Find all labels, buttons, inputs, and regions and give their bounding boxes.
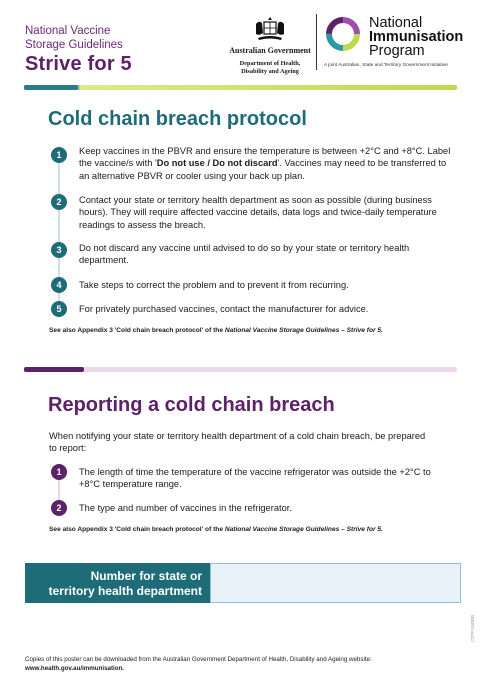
report-text-1: The length of time the temperature of the vaccine refrigerator was outside the +2°C to +8°C temperature range. xyxy=(79,467,431,490)
report-number-2: 2 xyxy=(51,500,67,516)
see-also-note-2: See also Appendix 3 'Cold chain breach protocol' of the National Vaccine Storage Guidelines – Strive for 5. xyxy=(49,526,383,533)
reporting-intro: When notifying your state or territory health department of a cold chain breach, be prepared to report: xyxy=(49,431,426,454)
logo-divider xyxy=(316,14,317,70)
australian-government-logo: Australian Government Department of Health, Disability and Ageing xyxy=(228,14,312,76)
step-text-5: For privately purchased vaccines, contact the manufacturer for advice. xyxy=(79,304,369,314)
see-also-note: See also Appendix 3 'Cold chain breach protocol' of the National Vaccine Storage Guidelines – Strive for 5. xyxy=(49,327,383,334)
step-number-5: 5 xyxy=(51,301,67,317)
program-name: National Immunisation Program xyxy=(369,15,464,59)
header-divider-bar xyxy=(24,85,457,90)
page-title: Strive for 5 xyxy=(25,53,132,75)
report-number-1: 1 xyxy=(51,464,67,480)
immunisation-program-ring-icon xyxy=(324,15,362,53)
coat-of-arms-icon xyxy=(250,14,290,44)
health-department-number-label: Number for state or territory health department xyxy=(25,563,210,603)
step-number-3: 3 xyxy=(51,242,67,258)
step-text-2: Contact your state or territory health department as soon as possible (during business hours). They will require affected vaccine details, data logs and twice-daily temperature readings to assess the breach. xyxy=(79,195,437,230)
step-number-1: 1 xyxy=(51,147,67,163)
footer-link[interactable]: www.health.gov.au/immunisation xyxy=(25,665,123,672)
footer-note: Copies of this poster can be downloaded from the Australian Government Department of Health, Disability and Ageing website: www.health.gov.au/immunisation. xyxy=(25,656,372,672)
document-code: CTPP104890 xyxy=(470,614,475,642)
step-text-1: Keep vaccines in the PBVR and ensure the temperature is between +2°C and +8°C. Label the vaccine/s with 'Do not use / Do not discard'. Vaccines may need to be transferred to an alternative PBVR or cooler using your back up plan. xyxy=(79,146,451,181)
step-number-4: 4 xyxy=(51,277,67,293)
header-divider-accent xyxy=(24,85,78,90)
step-text-3: Do not discard any vaccine until advised to do so by your state or territory health department. xyxy=(79,243,410,266)
section-divider-bar xyxy=(24,367,457,372)
report-text-2: The type and number of vaccines in the refrigerator. xyxy=(79,503,292,513)
step-number-2: 2 xyxy=(51,194,67,210)
step-text-4: Take steps to correct the problem and to prevent it from recurring. xyxy=(79,280,349,290)
guidelines-subtitle: National Vaccine Storage Guidelines xyxy=(25,25,123,51)
health-department-number-field[interactable] xyxy=(210,563,461,603)
section-divider-accent xyxy=(24,367,84,372)
section-title-cold-chain-breach-protocol: Cold chain breach protocol xyxy=(48,108,307,130)
section-title-reporting: Reporting a cold chain breach xyxy=(48,394,335,416)
program-tagline: A joint Australian, State and Territory Government Initiative xyxy=(324,63,448,68)
